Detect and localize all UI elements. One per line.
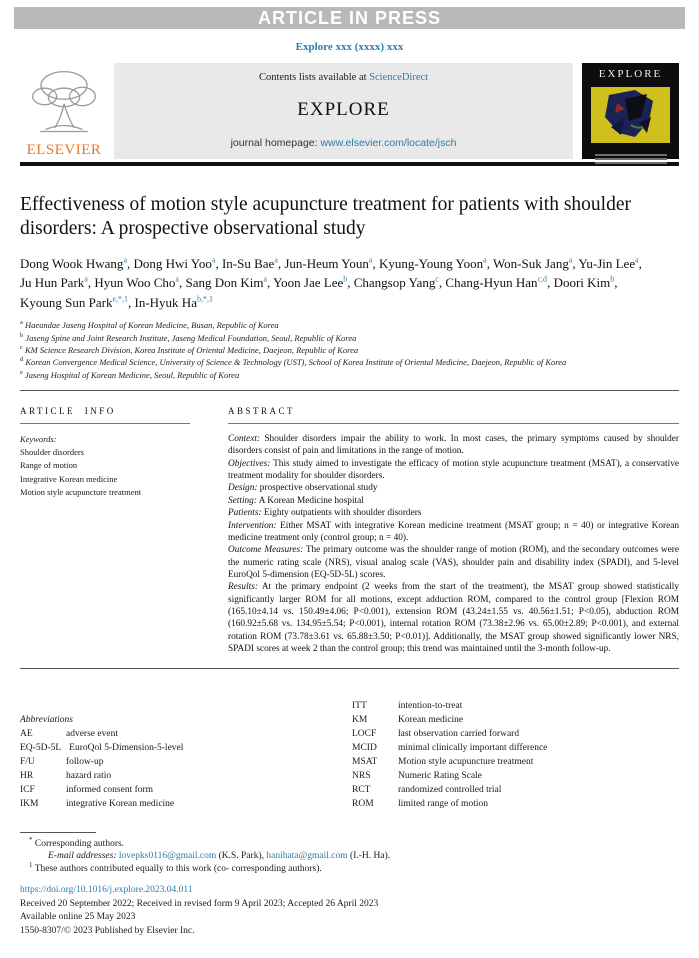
abstract-column (228, 406, 679, 655)
abbrev-term: ICF (20, 784, 35, 795)
email-link-park[interactable]: lovepks0116@gmail.com (118, 851, 217, 861)
journal-cover-thumbnail (582, 63, 679, 159)
author: In-Hyuk $Ha^{b,*,1}$ (134, 294, 213, 310)
author: Hyun Woo Cho$^a$ , (94, 275, 185, 290)
abbrev-item (20, 783, 352, 797)
author: Changsop Yang$^c$ , (354, 275, 446, 290)
article-title: Effectiveness of motion style acupuncture treatment for patients with shoulder disorders: A prospective observational study (20, 194, 632, 239)
cover-artwork-icon (591, 87, 670, 148)
footnote-divider (20, 832, 96, 833)
abbrev-definition: informed consent form (66, 784, 154, 795)
abbrev-definition: Motion style acupuncture treatment (398, 756, 534, 767)
affiliation-list (20, 319, 679, 381)
abbreviations-right-column (352, 699, 679, 811)
keyword-item: Integrative Korean medicine (20, 473, 118, 484)
sciencedirect-link[interactable]: ScienceDirect (369, 72, 429, 83)
author-sup: b (343, 275, 348, 285)
article-info-rule (20, 423, 190, 424)
abbreviations-heading: Abbreviations (20, 714, 73, 725)
journal-header (20, 63, 679, 159)
abbrev-item (20, 797, 352, 811)
abbrev-definition: last observation carried forward (398, 728, 520, 739)
article-footer (20, 884, 679, 938)
cover-title: EXPLORE (598, 68, 663, 80)
author: Won-Suk Jang$^a$ , (493, 256, 578, 271)
author-sup: a (84, 275, 88, 285)
abstract-section: Intervention: Either MSAT with integrative Korean medicine treatment (MSAT group; n = 40) or integrative Korean medicine treatment only (control group; n = 40). (228, 520, 679, 543)
author-sup: e,*,1 (112, 294, 129, 304)
author-sup: a (263, 275, 268, 285)
author-sup: a (274, 255, 278, 265)
author: Kyoung Sun Park$^{e,*,1}$ , (20, 295, 135, 310)
email-addresses-line: E-mail addresses: lovepks0116@gmail.com (K.S. Park), hanihata@gmail.com (I.-H. Ha). (48, 851, 391, 861)
abstract-section: Objectives: This study aimed to investigate the efficacy of motion style acupuncture treatment (MSAT), a conservative treatment modality for shoulder disorders. (228, 458, 679, 482)
abbrev-item (352, 727, 679, 741)
author: Ju Hun Park$^a$ , (20, 275, 94, 290)
corresponding-authors-note: * Corresponding authors. (29, 835, 125, 849)
abbrev-term: MCID (352, 742, 377, 753)
journal-citation: Explore xxx (xxxx) xxx (295, 41, 404, 53)
author: Yoon Jae Lee$^b$ , (273, 275, 354, 290)
author-sup: a (211, 255, 216, 265)
journal-name: EXPLORE (297, 99, 390, 120)
email-link-ha[interactable]: hanihata@gmail.com (266, 851, 348, 861)
article-info-heading: ARTICLE INFO (20, 406, 116, 417)
abbrev-item (352, 769, 679, 783)
abbrev-term: AE (20, 728, 33, 739)
author-sup: a (368, 255, 373, 265)
footnotes (20, 832, 679, 876)
author: Dong Hwi Yoo$^a$ , (134, 256, 222, 271)
abbrev-definition: Korean medicine (398, 714, 464, 725)
cover-footer-lines (595, 152, 667, 164)
journal-info-box (114, 63, 573, 159)
abstract-section: Patients: Eighty outpatients with shoulder disorders (228, 508, 422, 519)
abbrev-definition: intention-to-treat (398, 700, 463, 711)
available-online: Available online 25 May 2023 (20, 912, 136, 922)
abbrev-term: NRS (352, 770, 371, 781)
abstract-section: Context: Shoulder disorders impair the ability to work. In most cases, the primary symptoms caused by shoulder disorders consist of pain and limitations in the range of motion. (228, 434, 679, 457)
abbrev-definition: limited range of motion (398, 798, 488, 809)
elsevier-logo (20, 63, 108, 159)
author: Chang-Hyun Han$^{c,d}$ , (445, 275, 553, 290)
affiliation-item: $^c$ KM Science Research Division, Korea Institute of Oriental Medicine, Daejeon, Republic of Korea (20, 344, 359, 356)
author: In-Su Bae$^a$ , (222, 256, 284, 271)
abbrev-item (20, 769, 352, 783)
abbrev-definition: EuroQol 5-Dimension-5-level (69, 742, 184, 753)
article-in-press-banner: ARTICLE IN PRESS (14, 7, 685, 29)
author-sup: a (483, 255, 487, 265)
affiliation-item: $^a$ Haeundae Jaseng Hospital of Korean Medicine, Busan, Republic of Korea (20, 319, 279, 331)
author: Doori Kim$^b$ , (554, 275, 618, 290)
elsevier-tree-icon (27, 67, 101, 142)
abstract-section: Design: prospective observational study (228, 483, 378, 494)
author-sup: a (635, 255, 639, 265)
article-info-column (20, 406, 190, 655)
abbrev-item (352, 741, 679, 755)
affiliation-item: $^d$ Korean Convergence Medical Science, University of Science & Technology (UST), School of Korea Institute of Oriental Medicine, Daejeon, Republic of Korea (20, 356, 567, 368)
author-sup: c (435, 275, 439, 285)
abstract-bottom-divider (20, 668, 679, 669)
abbrev-term: ROM (352, 798, 374, 809)
issn-copyright: 1550-8307/© 2023 Published by Elsevier Inc. (20, 925, 195, 936)
author-sup: a (123, 255, 127, 265)
abbrev-definition: follow-up (66, 756, 104, 767)
abstract-heading: ABSTRACT (228, 406, 296, 417)
abbreviations-block (20, 699, 679, 811)
abbrev-item (20, 755, 352, 769)
abbrev-term: EQ-5D-5L (20, 742, 62, 753)
homepage-line (120, 137, 567, 149)
keyword-item: Shoulder disorders (20, 447, 84, 458)
journal-homepage-link[interactable]: www.elsevier.com/locate/jsch (320, 137, 457, 149)
contents-prefix: Contents lists available at (258, 72, 370, 83)
abstract-rule (228, 423, 679, 424)
abbrev-item (352, 783, 679, 797)
contents-line (120, 72, 567, 83)
keyword-item: Range of motion (20, 460, 78, 471)
abbrev-term: ITT (352, 700, 367, 711)
abstract-section: Setting: A Korean Medicine hospital (228, 495, 364, 506)
abbrev-definition: integrative Korean medicine (66, 798, 175, 809)
author-sup: b,*,1 (196, 294, 213, 304)
author: Dong Wook Hwang$^a$ , (20, 256, 134, 271)
abbrev-definition: hazard ratio (66, 770, 112, 781)
abstract-section: Outcome Measures: The primary outcome was the shoulder range of motion (ROM), and the secondary outcomes were the numeric rating scale (NRS), visual analog scale (VAS), shoulder pain and disability index (SPADI), and 5-level EuroQol 5-dimension (EQ-5D-5L) scores. (228, 545, 679, 580)
abbrev-definition: adverse event (66, 728, 118, 739)
abbrev-item (352, 699, 679, 713)
author: Sang Don Kim$^a$ , (185, 275, 273, 290)
abbrev-definition: randomized controlled trial (398, 784, 502, 795)
author-sup: c,d (537, 275, 548, 285)
abbrev-term: RCT (352, 784, 371, 795)
header-divider (20, 162, 679, 166)
abstract-section: Results: At the primary endpoint (2 weeks from the start of the treatment), the MSAT group showed statistically significantly larger ROM for all motions, except adduction ROM, compared to the control group [Flexion ROM (165.10±4.14 vs. 150.49±4.06; P<0.001), extension ROM (43.24±1.55 vs. 40.56±1.51; P<0.05), abduction ROM (160.92±5.68 vs. 134.95±5.54; P<0.001), internal rotation ROM (73.38±2.96 vs. 65.00±2.89; P<0.001), and external rotation ROM (73.78±3.61 vs. 65.88±3.50; P<0.01)]. Additionally, the MSAT group showed significantly lower NRS, SPADI scores at week 2 than the control group; this trend was maintained until the 3-month follow-up. (228, 582, 679, 655)
author-sup: a (175, 275, 179, 285)
abbreviations-left-column (20, 713, 352, 811)
author: Jun-Heum Youn$^a$ , (284, 256, 379, 271)
author-list (20, 254, 679, 313)
abbrev-term: F/U (20, 756, 35, 767)
abbrev-term: MSAT (352, 756, 378, 767)
keyword-item: Motion style acupuncture treatment (20, 486, 142, 497)
homepage-prefix: journal homepage: (230, 137, 321, 149)
author-sup: b (610, 275, 615, 285)
abbrev-item (352, 797, 679, 811)
abbrev-term: HR (20, 770, 34, 781)
author: Kyung-Young Yoon$^a$ , (379, 256, 493, 271)
abbrev-definition: Numeric Rating Scale (398, 770, 482, 781)
equal-contribution-note: $^1$ These authors contributed equally to this work (co- corresponding authors). (29, 860, 322, 874)
elsevier-wordmark: ELSEVIER (26, 142, 102, 158)
abbrev-term: IKM (20, 798, 39, 809)
section-divider (20, 390, 679, 391)
abbrev-definition: minimal clinically important difference (398, 742, 548, 753)
abbrev-item (352, 713, 679, 727)
doi-link[interactable]: https://doi.org/10.1016/j.explore.2023.04.011 (20, 885, 193, 895)
abbrev-item (20, 727, 352, 741)
abbrev-term: LOCF (352, 728, 377, 739)
affiliation-item: $^e$ Jaseng Hospital of Korean Medicine, Seoul, Republic of Korea (20, 368, 240, 380)
author: Yu-Jin Lee$^a$ , (578, 256, 642, 271)
affiliation-item: $^b$ Jaseng Spine and Joint Research Institute, Jaseng Medical Foundation, Seoul, Republic of Korea (20, 331, 357, 343)
abbrev-item (352, 755, 679, 769)
received-dates: Received 20 September 2022; Received in revised form 9 April 2023; Accepted 26 April 2023 (20, 898, 379, 909)
abbrev-term: KM (352, 714, 368, 725)
author-sup: a (568, 255, 573, 265)
keywords-label: Keywords: (20, 434, 57, 445)
abbrev-item (20, 741, 352, 755)
